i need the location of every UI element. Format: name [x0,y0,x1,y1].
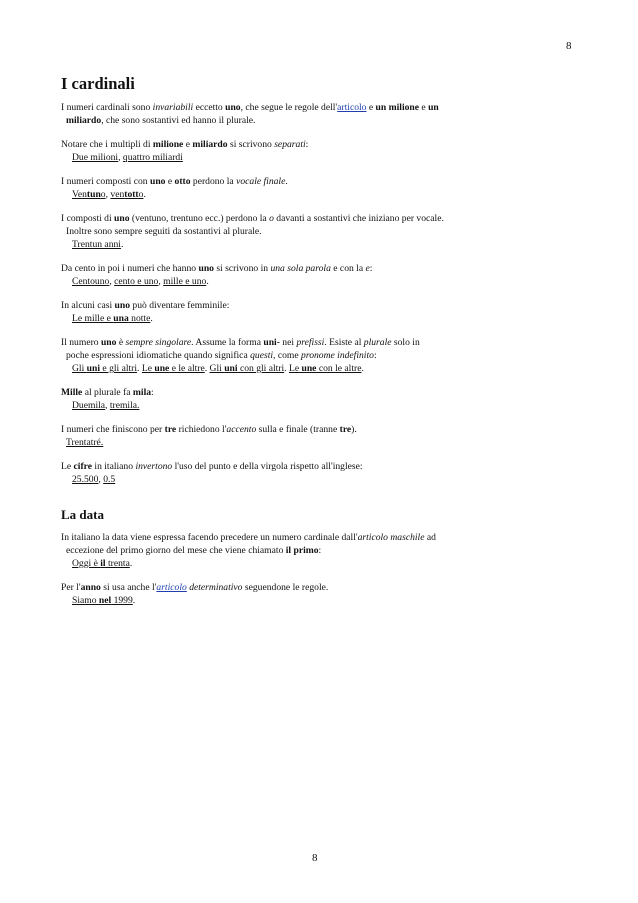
paragraph-data: In italiano la data viene espressa facendo precedere un numero cardinale dall'articolo maschile ad eccezione del primo giorno del mese che viene chiamato il primo: Oggi è il trenta. [61,531,581,570]
example-line: Centouno, cento e uno, mille e uno. [72,276,209,287]
paragraph-femminile: In alcuni casi uno può diventare femminile: Le mille e una notte. [61,299,581,325]
example-line: 25.500, 0.5 [72,474,116,485]
example-line: Siamo nel 1999. [72,595,136,606]
paragraph-composti-uno: I composti di uno (ventuno, trentuno ecc.) perdono la o davanti a sostantivi che iniziano per vocale. Inoltre sono sempre seguiti da sostantivi al plurale. Trentun anni. [61,212,581,251]
paragraph-invariabili: I numeri cardinali sono invariabili eccetto uno, che segue le regole dell'articolo e un milione e un miliardo, che sono sostantivi ed hanno il plurale. [61,102,439,126]
page-number-bottom: 8 [312,852,318,864]
page-number-top: 8 [566,40,572,52]
example-line: Trentatré. [66,437,104,448]
paragraph-cifre: Le cifre in italiano invertono l'uso del punto e della virgola rispetto all'inglese: 25.500, 0.5 [61,460,581,486]
example-line: Due milioni, quattro miliardi [72,152,183,163]
paragraph-mille: Mille al plurale fa mila: Duemila, tremila. [61,386,581,412]
link-articolo[interactable]: articolo [337,102,367,113]
example-line: Trentun anni. [72,239,124,250]
paragraph-composti-vocale: I numeri composti con uno e otto perdono la vocale finale. Ventuno, ventotto. [61,175,581,201]
example-line: Gli uni e gli altri. Le une e le altre. Gli uni con gli altri. Le une con le altre. [72,363,364,374]
example-line: Le mille e una notte. [72,313,153,324]
heading-cardinali: I cardinali [61,74,135,93]
paragraph-singolare: Il numero uno è sempre singolare. Assume la forma uni- nei prefissi. Esiste al plurale solo in poche espressioni idiomatiche quando significa questi, come pronome indefinito: Gli uni e gli altri. Le une e le altre. Gli uni con gli altri. Le une con le altre. [61,336,581,375]
paragraph-multipli: Notare che i multipli di milione e miliardo si scrivono separati: Due milioni, quattro miliardi [61,138,581,164]
paragraph-da-cento: Da cento in poi i numeri che hanno uno si scrivono in una sola parola e con la e: Centouno, cento e uno, mille e uno. [61,262,581,288]
heading-la-data: La data [61,507,104,522]
paragraph-anno: Per l'anno si usa anche l'articolo determinativo seguendone le regole. Siamo nel 1999. [61,581,581,607]
link-articolo-determinativo[interactable]: articolo [156,582,187,593]
paragraph-accento: I numeri che finiscono per tre richiedono l'accento sulla e finale (tranne tre). Trentatré. [61,423,581,449]
example-line: Ventuno, ventotto. [72,189,146,200]
document-body [61,74,581,618]
example-line: Oggi è il trenta. [72,558,133,569]
example-line: Duemila, tremila. [72,400,140,411]
